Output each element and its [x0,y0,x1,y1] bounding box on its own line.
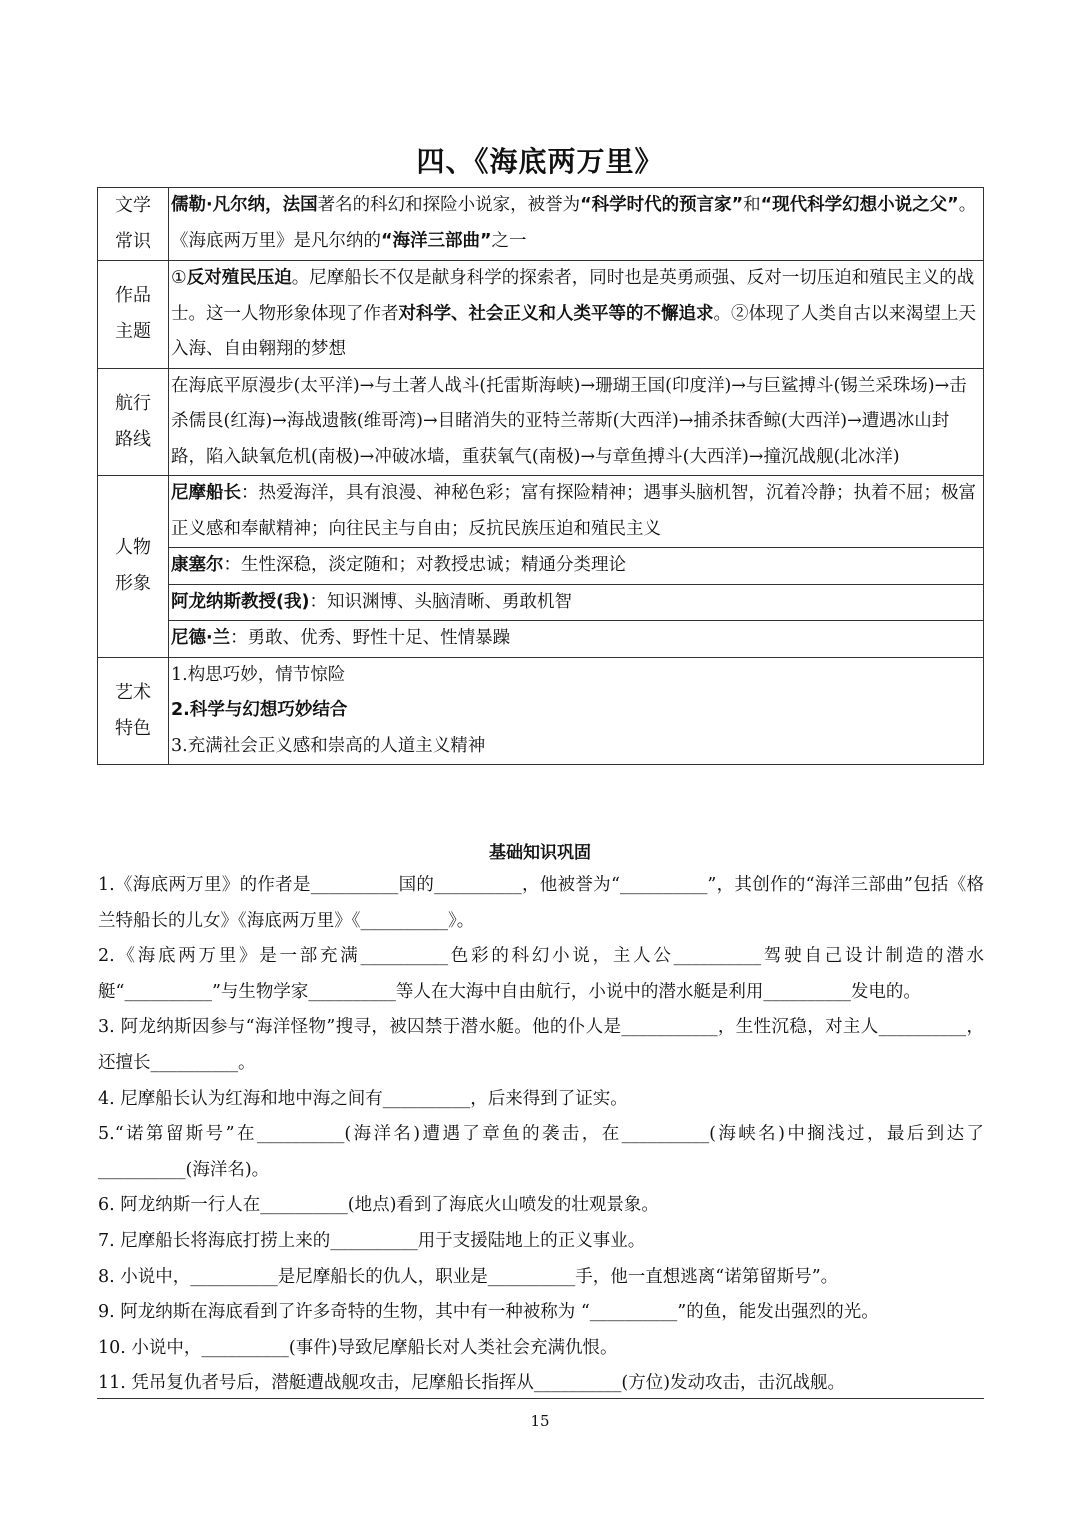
question-item: 4. 尼摩船长认为红海和地中海之间有__________，后来得到了证实。 [98,1088,628,1109]
text: 之一 [491,230,527,251]
question-item: 6. 阿龙纳斯一行人在__________(地点)看到了海底火山喷发的壮观景象。 [98,1195,659,1216]
question-item: 9. 阿龙纳斯在海底看到了许多奇特的生物，其中有一种被称为 “__________”的鱼，能发出强烈的光。 [98,1302,879,1323]
category-cell [98,261,169,369]
character-cell [169,476,984,548]
category-label: 特色 [115,717,151,739]
bold-text: 儒勒·凡尔纳，法国 [171,195,318,215]
question-list [98,868,984,1402]
table-row-character [98,548,984,585]
category-label: 文学 [115,195,151,216]
page-number: 15 [530,1412,550,1430]
question-item: 1.《海底两万里》的作者是__________国的__________，他被誉为“__________”，其创作的“海洋三部曲”包括《格兰特船长的儿女》《海底两万里》《__________》。 [98,875,984,931]
info-table [97,187,984,765]
character-name: 阿龙纳斯教授(我) [171,591,310,612]
art-feature-item: 2.科学与幻想巧妙结合 [171,700,348,720]
category-label: 人物 [115,537,151,559]
bold-text: 反对殖民压迫 [186,268,292,288]
question-item: 8. 小说中，__________是尼摩船长的仇人，职业是__________手，他一直想逃离“诺第留斯号”。 [98,1266,839,1287]
table-row-route [98,368,984,476]
category-cell [98,657,169,765]
category-label: 艺术 [115,681,151,703]
art-feature-item: 3.充满社会正义感和崇高的人道主义精神 [171,735,486,756]
bold-text: “海洋三部曲” [381,230,492,251]
question-item: 11. 凭吊复仇者号后，潜艇遭战舰攻击，尼摩船长指挥从__________(方位)发动攻击，击沉战舰。 [98,1373,846,1394]
category-cell [98,476,169,658]
character-description: ：知识渊博、头脑清晰、勇敢机智 [309,591,572,612]
character-description: ：勇敢、优秀、野性十足、性情暴躁 [230,628,511,648]
text: 和 [743,195,761,215]
text: 。尼摩船长不仅是献身科学的探索者，同时也是英勇顽强、反对一切压迫和殖民主义的战士。这一人物形象体现了作者 [171,268,975,324]
footer-divider [97,1398,984,1399]
bold-text: 对科学、社会正义和人类平等的不懈追求 [398,303,714,324]
category-label: 常识 [115,231,151,252]
question-item: 10. 小说中，__________(事件)导致尼摩船长对人类社会充满仇恨。 [98,1337,618,1358]
question-item: 2.《海底两万里》是一部充满__________色彩的科幻小说，主人公__________驾驶自己设计制造的潜水艇“__________”与生物学家__________等人在大海中自由航行，小说中的潜水艇是利用__________发电的。 [98,946,984,1002]
table-row-character [98,584,984,621]
content-cell [169,261,984,369]
table-row-character [98,621,984,658]
category-label: 形象 [115,573,151,595]
art-feature-item: 1.构思巧妙，情节惊险 [171,664,346,685]
content-cell [169,188,984,261]
content-cell [169,657,984,765]
text: 。《海底两万里》是凡尔纳的 [171,195,977,251]
bold-text: “科学时代的预言家” [580,195,744,215]
category-cell [98,368,169,476]
table-row-theme [98,261,984,369]
question-item: 7. 尼摩船长将海底打捞上来的__________用于支援陆地上的正义事业。 [98,1230,646,1251]
character-name: 尼德·兰 [171,628,231,648]
text: 著名的科幻和探险小说家，被誉为 [317,195,581,215]
category-cell [98,188,169,261]
category-label: 作品 [115,285,151,307]
bold-text: “现代科学幻想小说之父” [760,195,959,215]
character-description: ：生性深稳，淡定随和；对教授忠诚；精通分类理论 [223,555,626,575]
character-cell [169,621,984,658]
text: 。②体现了人类自古以来渴望上天入海、自由翱翔的梦想 [171,303,976,359]
table-row-literature [98,188,984,261]
content-cell [169,368,984,476]
category-label: 航行 [115,392,151,414]
category-label: 主题 [115,321,151,343]
question-item: 3. 阿龙纳斯因参与“海洋怪物”搜寻，被囚禁于潜水艇。他的仆人是___________，生性沉稳，对主人__________，还擅长__________。 [98,1017,984,1073]
table-row-character [98,476,984,548]
text: 在海底平原漫步(太平洋)→与土著人战斗(托雷斯海峡)→珊瑚王国(印度洋)→与巨鲨搏斗(锡兰采珠场)→击杀儒艮(红海)→海战遗骸(维哥湾)→目睹消失的亚特兰蒂斯(大西洋)→捕杀抹香鲸(大西洋)→遭遇冰山封路，陷入缺氧危机(南极)→冲破冰墙，重获氧气(南极)→与章鱼搏斗(大西洋)→撞沉战舰(北冰洋) [171,375,967,467]
question-item: 5.“诺第留斯号”在__________(海洋名)遭遇了章鱼的袭击，在__________(海峡名)中搁浅过，最后到达了__________(海洋名)。 [98,1124,984,1180]
character-name: 康塞尔 [171,555,224,575]
character-cell [169,584,984,621]
text: ① [171,268,187,288]
character-description: ：热爱海洋，具有浪漫、神秘色彩；富有探险精神；遇事头脑机智，沉着冷静；执着不屈；极富正义感和奉献精神；向往民主与自由；反抗民族压迫和殖民主义 [171,483,976,539]
section-title: 基础知识巩固 [489,843,591,863]
category-label: 路线 [115,428,151,450]
character-cell [169,548,984,585]
character-name: 尼摩船长 [171,483,241,503]
page-title: 四、《海底两万里》 [416,145,664,178]
table-row-art [98,657,984,765]
